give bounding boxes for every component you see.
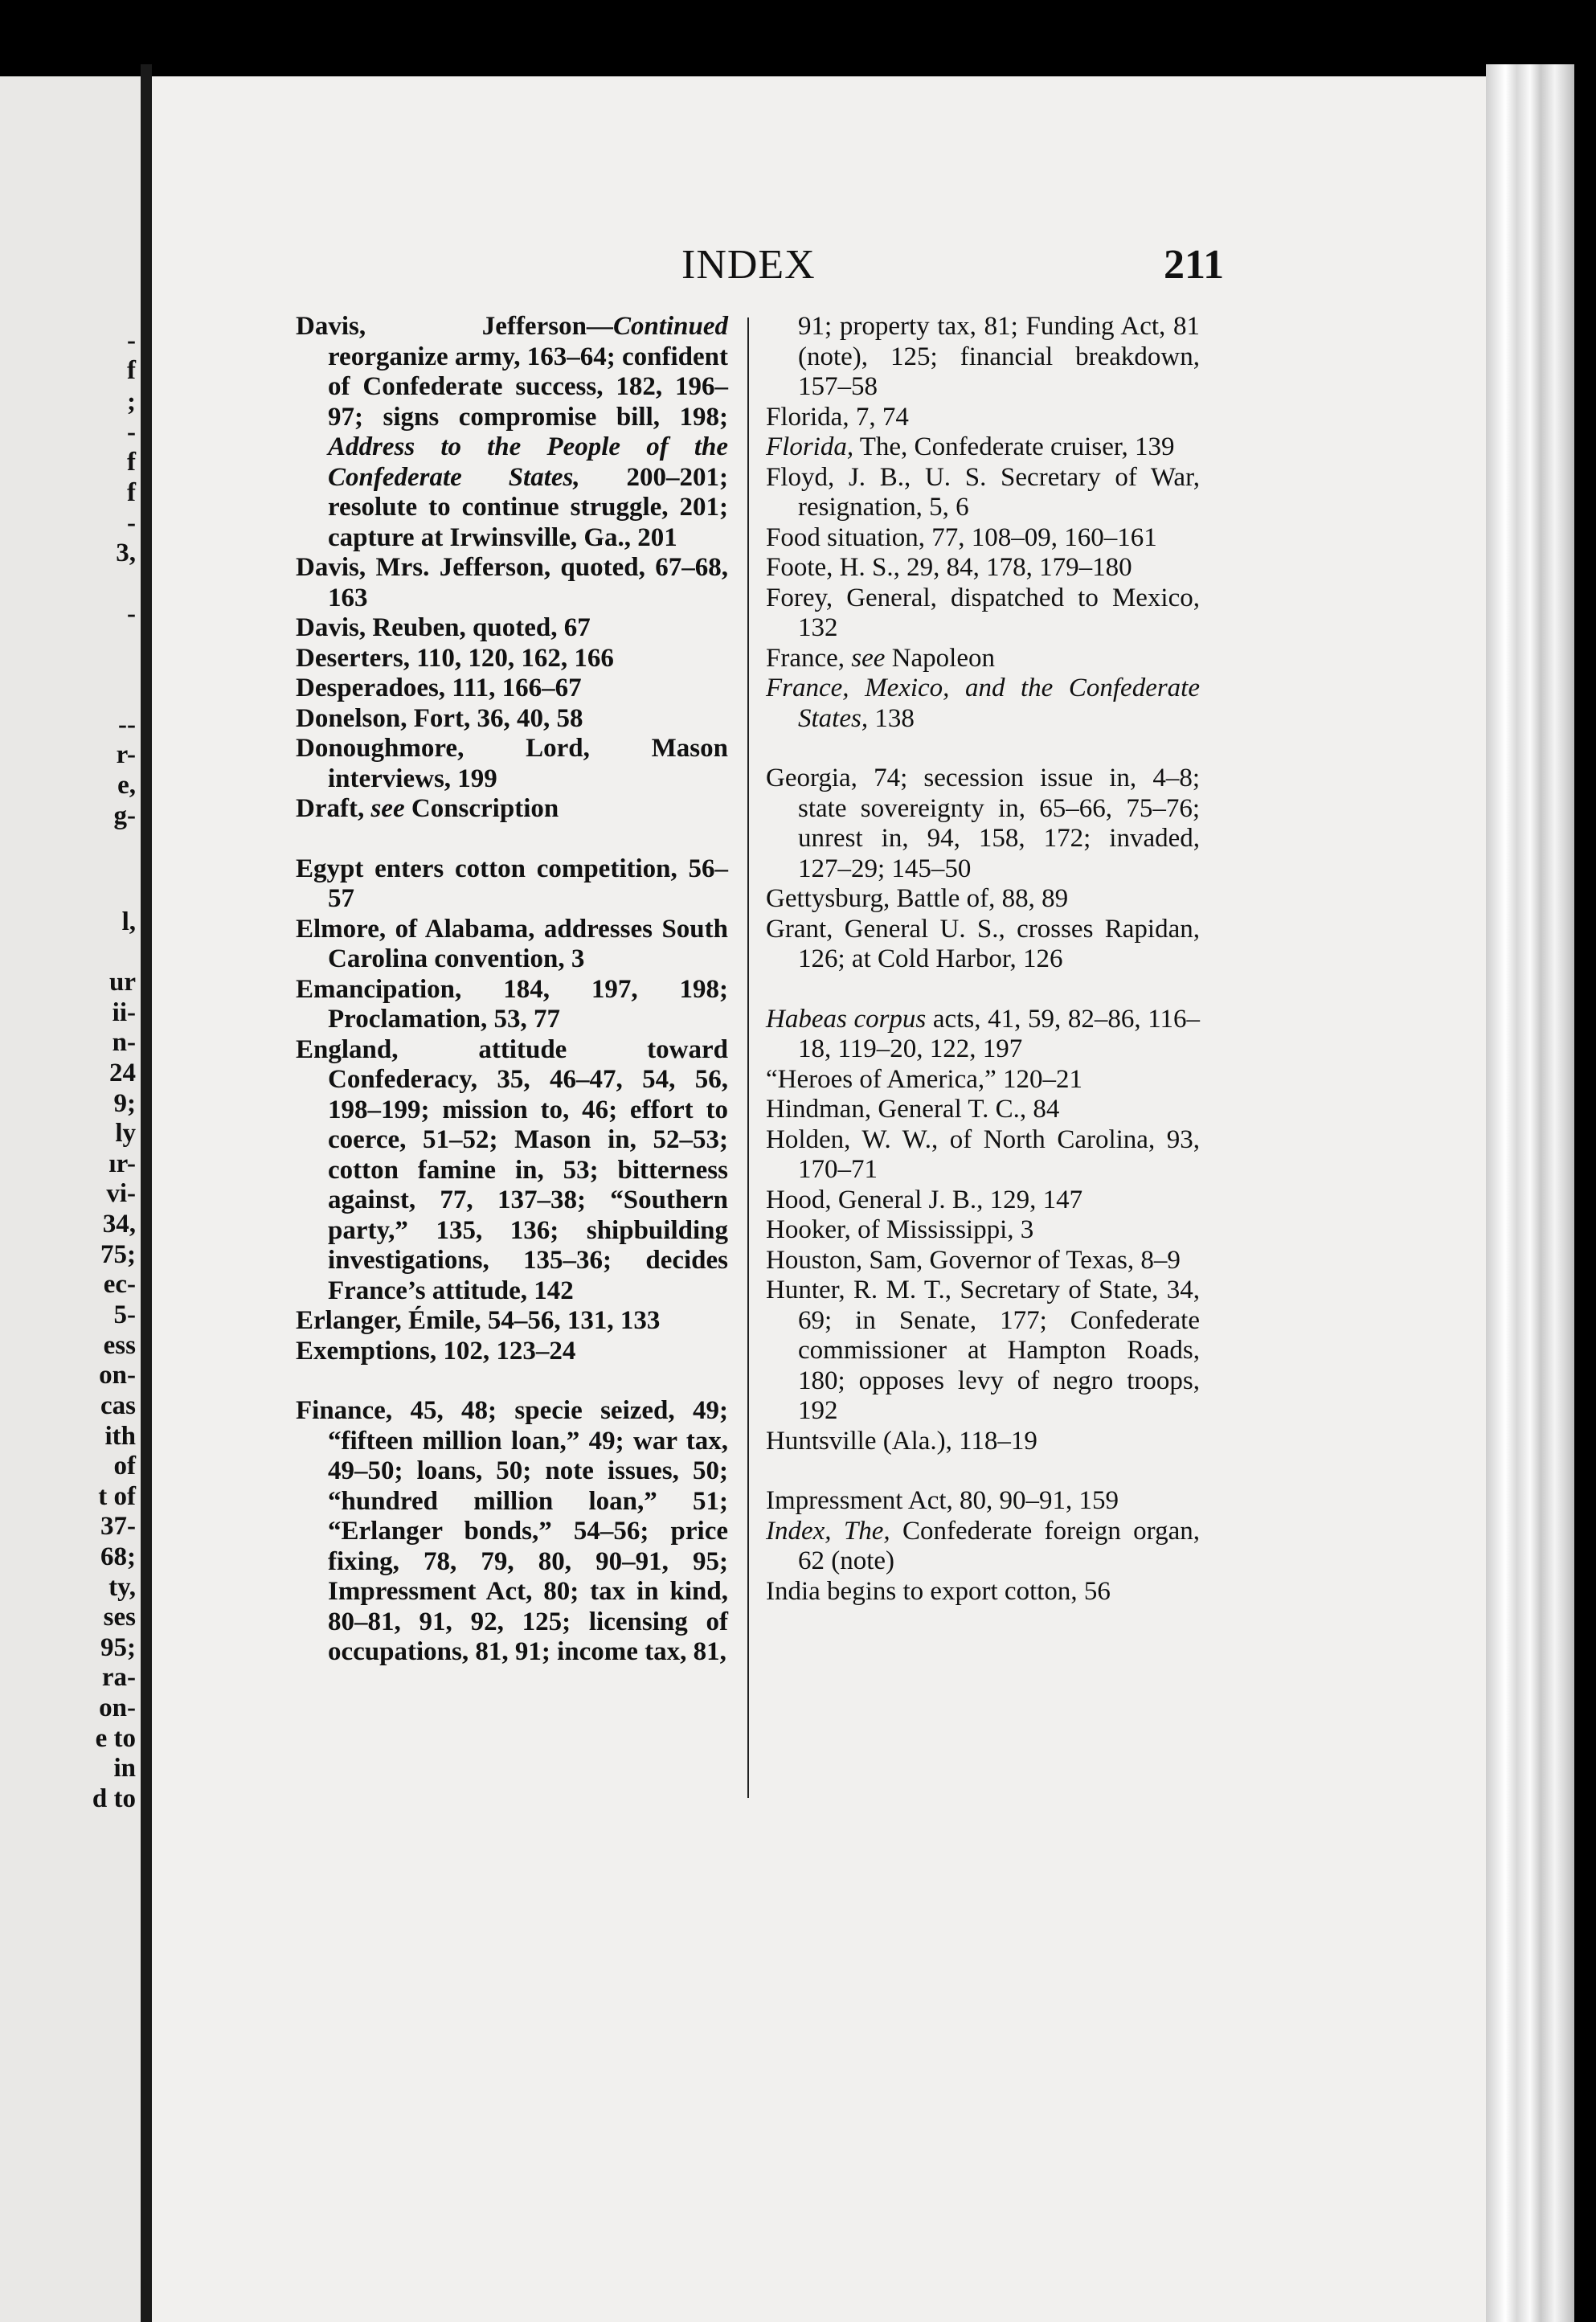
index-entry [766,884,1200,915]
facing-page-fragment-text: ith [104,1422,136,1451]
index-entry [296,704,728,735]
facing-page-fragment-text: - [127,326,136,355]
facing-page-fragment [0,76,141,2322]
index-entry [766,312,1200,403]
facing-page-fragment-text: 5- [113,1300,136,1329]
facing-page-fragment-text: n- [112,1028,136,1057]
index-entry-text: Draft, [296,794,371,823]
index-entry [296,553,728,613]
index-entry-text: Grant, General U. S., crosses Rapidan, 126; at Cold Harbor, 126 [766,914,1200,973]
index-column-left [296,312,728,1668]
index-entry [296,674,728,704]
index-entry-text: 200–201; resolute to continue struggle, 201; capture at Irwinsville, Ga., 201 [328,462,728,552]
index-entry [766,553,1200,584]
column-divider [747,317,749,1798]
index-entry-text: Holden, W. W., of North Carolina, 93, 170–71 [766,1124,1200,1184]
index-entry-text: reorganize army, 163–64; confident of Confederate success, 182, 196–97; signs compromise bill, 198; [328,342,728,432]
index-entry-text: Davis, Reuben, quoted, 67 [296,613,591,642]
index-entry [766,1517,1200,1577]
index-entry-text: Confederate foreign organ, 62 (note) [798,1516,1200,1575]
index-entry-text: Napoleon [885,643,995,673]
index-entry-text: France, [766,643,852,673]
index-entry [766,1005,1200,1065]
page-edges [1486,64,1574,2322]
facing-page-fragment-text: - [127,418,136,447]
index-entry [766,432,1200,463]
facing-page-fragment-text: f [127,478,136,507]
index-entry [296,734,728,794]
facing-page-fragment-text: on- [99,1361,136,1390]
index-entry-text: England, attitude toward Confederacy, 35, 46–47, 54, 56, 198–199; mission to, 46; effort to coerce, 51–52; Mason in, 52–53; cotton famine in, 53; bitterness against, 77, 137–38; “Southern party,” 135, 136; shipbuilding investigations, 135–36; decides France’s attitude, 142 [296,1034,728,1305]
facing-page-fragment-text: r- [116,740,136,769]
index-entry [766,674,1200,734]
index-entry [766,644,1200,674]
facing-page-fragment-text: 34, [102,1210,136,1239]
page-number: 211 [1164,242,1225,288]
index-entry [766,463,1200,523]
index-entry-text: Houston, Sam, Governor of Texas, 8–9 [766,1245,1181,1275]
index-entry [296,975,728,1035]
index-entry-text: Emancipation, 184, 197, 198; Proclamation, 53, 77 [296,974,728,1034]
facing-page-fragment-text: in [113,1754,136,1783]
facing-page-fragment-text: 68; [100,1542,136,1571]
index-entry [296,1396,728,1668]
index-entry-text: Donoughmore, Lord, Mason interviews, 199 [296,734,728,793]
index-entry [766,1215,1200,1246]
index-entry-text: India begins to export cotton, 56 [766,1576,1111,1606]
facing-page-fragment-text: g- [113,801,136,830]
index-entry-text: France, Mexico, and the Confederate States, [766,674,1200,733]
facing-page-fragment-text: on- [99,1693,136,1722]
index-entry-text: Forey, General, dispatched to Mexico, 132 [766,583,1200,642]
facing-page-fragment-text: ır- [108,1149,136,1178]
facing-page-text-fragments [7,76,136,2322]
book-gutter [141,64,152,2322]
facing-page-fragment-text: f [127,356,136,385]
index-entry [766,1276,1200,1427]
index-entry [296,915,728,975]
index-entry [766,403,1200,433]
index-entry-text: Elmore, of Alabama, addresses South Carolina convention, 3 [296,914,728,973]
index-entry-text: Conscription [404,794,559,823]
facing-page-fragment-text: e to [95,1724,136,1753]
index-entry [766,1427,1200,1457]
index-entry-text: Foote, H. S., 29, 84, 178, 179–180 [766,553,1132,582]
index-entry [766,1125,1200,1186]
facing-page-fragment-text: vi- [106,1179,136,1208]
index-entry [296,1035,728,1307]
index-entry [296,312,728,553]
index-entry-text: Address to the People of the Confederate States, [328,432,728,492]
index-entry [766,1186,1200,1216]
index-entry [766,764,1200,884]
index-entry-text: “Heroes of America,” 120–21 [766,1064,1083,1094]
index-entry-text: Hooker, of Mississippi, 3 [766,1215,1034,1244]
facing-page-fragment-text: ec- [103,1270,136,1299]
facing-page-fragment-text: e, [117,771,136,800]
index-entry-text: Huntsville (Ala.), 118–19 [766,1426,1037,1456]
index-entry [296,794,728,825]
index-entry [766,523,1200,554]
index-entry-text: Egypt enters cotton competition, 56–57 [296,854,728,913]
facing-page-fragment-text: l, [121,907,136,936]
facing-page-fragment-text: - [127,600,136,629]
index-entry-text: 91; property tax, 81; Funding Act, 81 (note), 125; financial breakdown, 157–58 [798,312,1200,401]
facing-page-fragment-text: 24 [109,1059,136,1087]
index-entry [766,1065,1200,1095]
facing-page-fragment-text: -- [118,711,136,739]
facing-page-fragment-text: ly [115,1119,136,1148]
index-entry-text: Hunter, R. M. T., Secretary of State, 34, 69; in Senate, 177; Confederate commissioner at Hampton Roads, 180; opposes levy of negro troops, 192 [766,1276,1200,1425]
index-entry-text: Florida, [766,432,854,461]
index-entry-text: Floyd, J. B., U. S. Secretary of War, resignation, 5, 6 [766,462,1200,522]
facing-page-fragment-text: cas [100,1391,136,1420]
facing-page-fragment-text: ses [103,1603,136,1632]
facing-page-fragment-text: 9; [113,1089,136,1118]
index-entry-text: Erlanger, Émile, 54–56, 131, 133 [296,1306,661,1335]
facing-page-fragment-text: 3, [116,539,136,567]
index-entry-text: Deserters, 110, 120, 162, 166 [296,643,614,673]
index-entry-text: Food situation, 77, 108–09, 160–161 [766,522,1157,552]
index-entry-text: Habeas corpus [766,1004,927,1034]
index-entry [296,1337,728,1367]
facing-page-fragment-text: ess [103,1331,136,1360]
facing-page-fragment-text: - [127,509,136,538]
facing-page-fragment-text: 37- [100,1512,136,1541]
index-entry-text: Davis, Mrs. Jefferson, quoted, 67–68, 163 [296,553,728,612]
facing-page-fragment-text: ; [127,387,136,416]
index-entry-text: Florida, 7, 74 [766,402,909,432]
index-entry-text: Georgia, 74; secession issue in, 4–8; state sovereignty in, 65–66, 75–76; unrest in, 94, 158, 172; invaded, 127–29; 145–50 [766,764,1200,883]
facing-page-fragment-text: of [113,1452,136,1480]
facing-page-fragment-text: d to [92,1784,136,1813]
index-entry-text: Exemptions, 102, 123–24 [296,1336,576,1366]
index-entry-text: Hood, General J. B., 129, 147 [766,1185,1083,1214]
facing-page-fragment-text: f [127,448,136,477]
index-entry-text: acts, 41, 59, 82–86, 116–18, 119–20, 122, 197 [798,1004,1200,1063]
index-entry-text: Continued [612,312,728,341]
facing-page-fragment-text: 95; [100,1633,136,1662]
index-entry [766,1486,1200,1517]
index-entry-text: Donelson, Fort, 36, 40, 58 [296,703,583,733]
facing-page-fragment-text: ii- [112,998,136,1027]
index-entry [766,584,1200,644]
facing-page-fragment-text: ty, [108,1573,136,1602]
index-entry [296,1306,728,1337]
facing-page-fragment-text: ur [109,968,136,997]
index-entry-text: The, Confederate cruiser, 139 [853,432,1175,461]
index-entry-text: Desperadoes, 111, 166–67 [296,674,582,702]
facing-page-fragment-text: 75; [100,1240,136,1269]
index-entry-text: Gettysburg, Battle of, 88, 89 [766,884,1069,913]
index-entry [766,1246,1200,1276]
index-entry-text: see [370,794,405,823]
index-entry-text: Hindman, General T. C., 84 [766,1095,1060,1124]
index-entry-text: Index, The, [766,1516,890,1546]
index-entry [766,915,1200,975]
index-entry [766,1577,1200,1607]
index-entry [766,1095,1200,1125]
index-entry [296,613,728,644]
index-entry-text: Impressment Act, 80, 90–91, 159 [766,1486,1119,1515]
facing-page-fragment-text: t of [98,1482,136,1511]
page-title: INDEX [681,242,816,288]
index-entry [296,644,728,674]
index-entry-text: see [851,643,886,673]
index-entry-text: 138 [868,703,915,733]
index-column-right [766,312,1200,1607]
index-entry-text: Finance, 45, 48; specie seized, 49; “fifteen million loan,” 49; war tax, 49–50; loans, 50; note issues, 50; “hundred million loan,” 51; “Erlanger bonds,” 54–56; price fixing, 78, 79, 80, 90–91, 95; Impressment Act, 80; tax in kind, 80–81, 91, 92, 125; licensing of occupations, 81, 91; income tax, 81, [296,1396,728,1666]
index-entry-text: Davis, Jefferson— [296,312,613,341]
index-entry [296,854,728,915]
facing-page-fragment-text: ra- [101,1663,136,1692]
